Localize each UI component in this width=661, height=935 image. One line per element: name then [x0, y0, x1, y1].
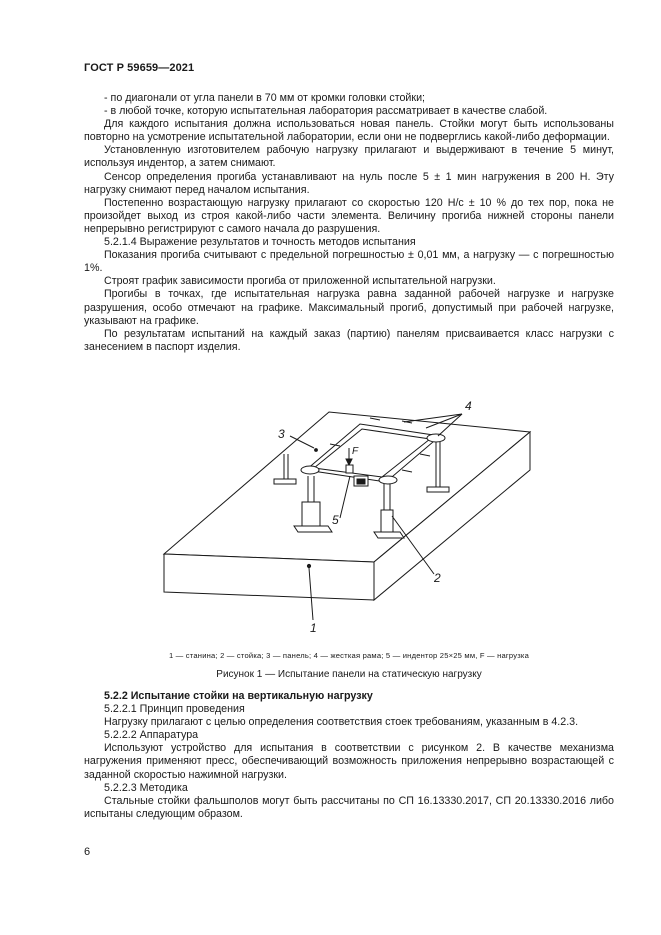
figure-drawing [164, 412, 530, 620]
base-front-face [164, 554, 374, 600]
figure-caption: Рисунок 1 — Испытание панели на статическую нагрузку [216, 669, 482, 680]
paragraph: Строят график зависимости прогиба от приложенной испытательной нагрузки. [104, 275, 496, 288]
body-bottom [84, 690, 614, 821]
section-heading: 5.2.2 Испытание стойки на вертикальную нагрузку [104, 690, 373, 702]
leader-4 [404, 414, 462, 422]
paragraph: Установленную изготовителем рабочую нагрузку прилагают и выдерживают в течение 5 минут, используя индентор, а затем снимают. [84, 144, 614, 170]
paragraph: Постепенно возрастающую нагрузку прилагают со скоростью 120 Н/с ± 10 % до тех пор, пока не произойдет выход из строя какой-либо части элемента. Величину прогиба нижней стороны панели непрерывно регистрируют с самого начала до разрушения. [84, 196, 614, 235]
paragraph: Сенсор определения прогиба устанавливают на нуль после 5 ± 1 мин нагружения в 200 Н. Эту нагрузку снимают перед началом испытания. [84, 170, 614, 196]
test-rig-figure [84, 384, 614, 640]
paragraph: Показания прогиба считывают с предельной погрешностью ± 0,01 мм, а нагрузку — с погрешностью 1%. [84, 249, 614, 275]
page-number: 6 [84, 846, 91, 858]
body-top [84, 92, 614, 354]
paragraph: По результатам испытаний на каждый заказ (партию) панелям присваивается класс нагрузки с занесением в паспорт изделия. [84, 327, 614, 353]
label-3: 3 [278, 427, 285, 441]
standard-header: ГОСТ Р 59659—2021 [84, 62, 195, 74]
label-2: 2 [434, 571, 441, 585]
paragraph: Используют устройство для испытания в соответствии с рисунком 2. В качестве механизма нагружения применяют пресс, обеспечивающий возможность приложения непрерывно возрастающей с заданной скоростью нажимной нагрузки. [84, 742, 614, 781]
paragraph: Для каждого испытания должна использоваться новая панель. Стойки могут быть использованы повторно на усмотрение испытательной лаборатории, если они не подверглись какой-либо деформации. [84, 118, 614, 144]
indentor [346, 465, 353, 473]
label-1: 1 [310, 621, 317, 635]
paragraph: Стальные стойки фальшполов могут быть рассчитаны по СП 16.13330.2017, СП 20.13330.2016 либо испытаны следующим образом. [84, 794, 614, 820]
post-foot [274, 479, 296, 484]
paragraph: - по диагонали от угла панели в 70 мм от кромки головки стойки; [104, 92, 426, 104]
paragraph: Прогибы в точках, где испытательная нагрузка равна заданной рабочей нагрузке и нагрузке разрушения, особо отмечают на графике. Максимальный прогиб, допустимый при рабочей нагрузке, указывают на графике. [84, 288, 614, 327]
subsection-heading: 5.2.2.3 Методика [104, 781, 188, 794]
subsection-heading: 5.2.2.2 Аппаратура [104, 729, 199, 742]
paragraph: Нагрузку прилагают с целью определения соответствия стоек требованиям, указанным в 4.2.3. [104, 716, 579, 729]
label-5: 5 [332, 513, 339, 527]
label-4: 4 [465, 399, 472, 413]
section-heading: 5.2.1.4 Выражение результатов и точность методов испытания [104, 236, 416, 249]
subsection-heading: 5.2.2.1 Принцип проведения [104, 703, 245, 716]
label-F: F [352, 446, 359, 457]
paragraph: - в любой точке, которую испытательная лаборатория рассматривает в качестве слабой. [104, 105, 548, 118]
figure-legend: 1 — станина; 2 — стойка; 3 — панель; 4 — жесткая рама; 5 — индентор 25×25 мм, F — нагрузка [168, 651, 530, 660]
